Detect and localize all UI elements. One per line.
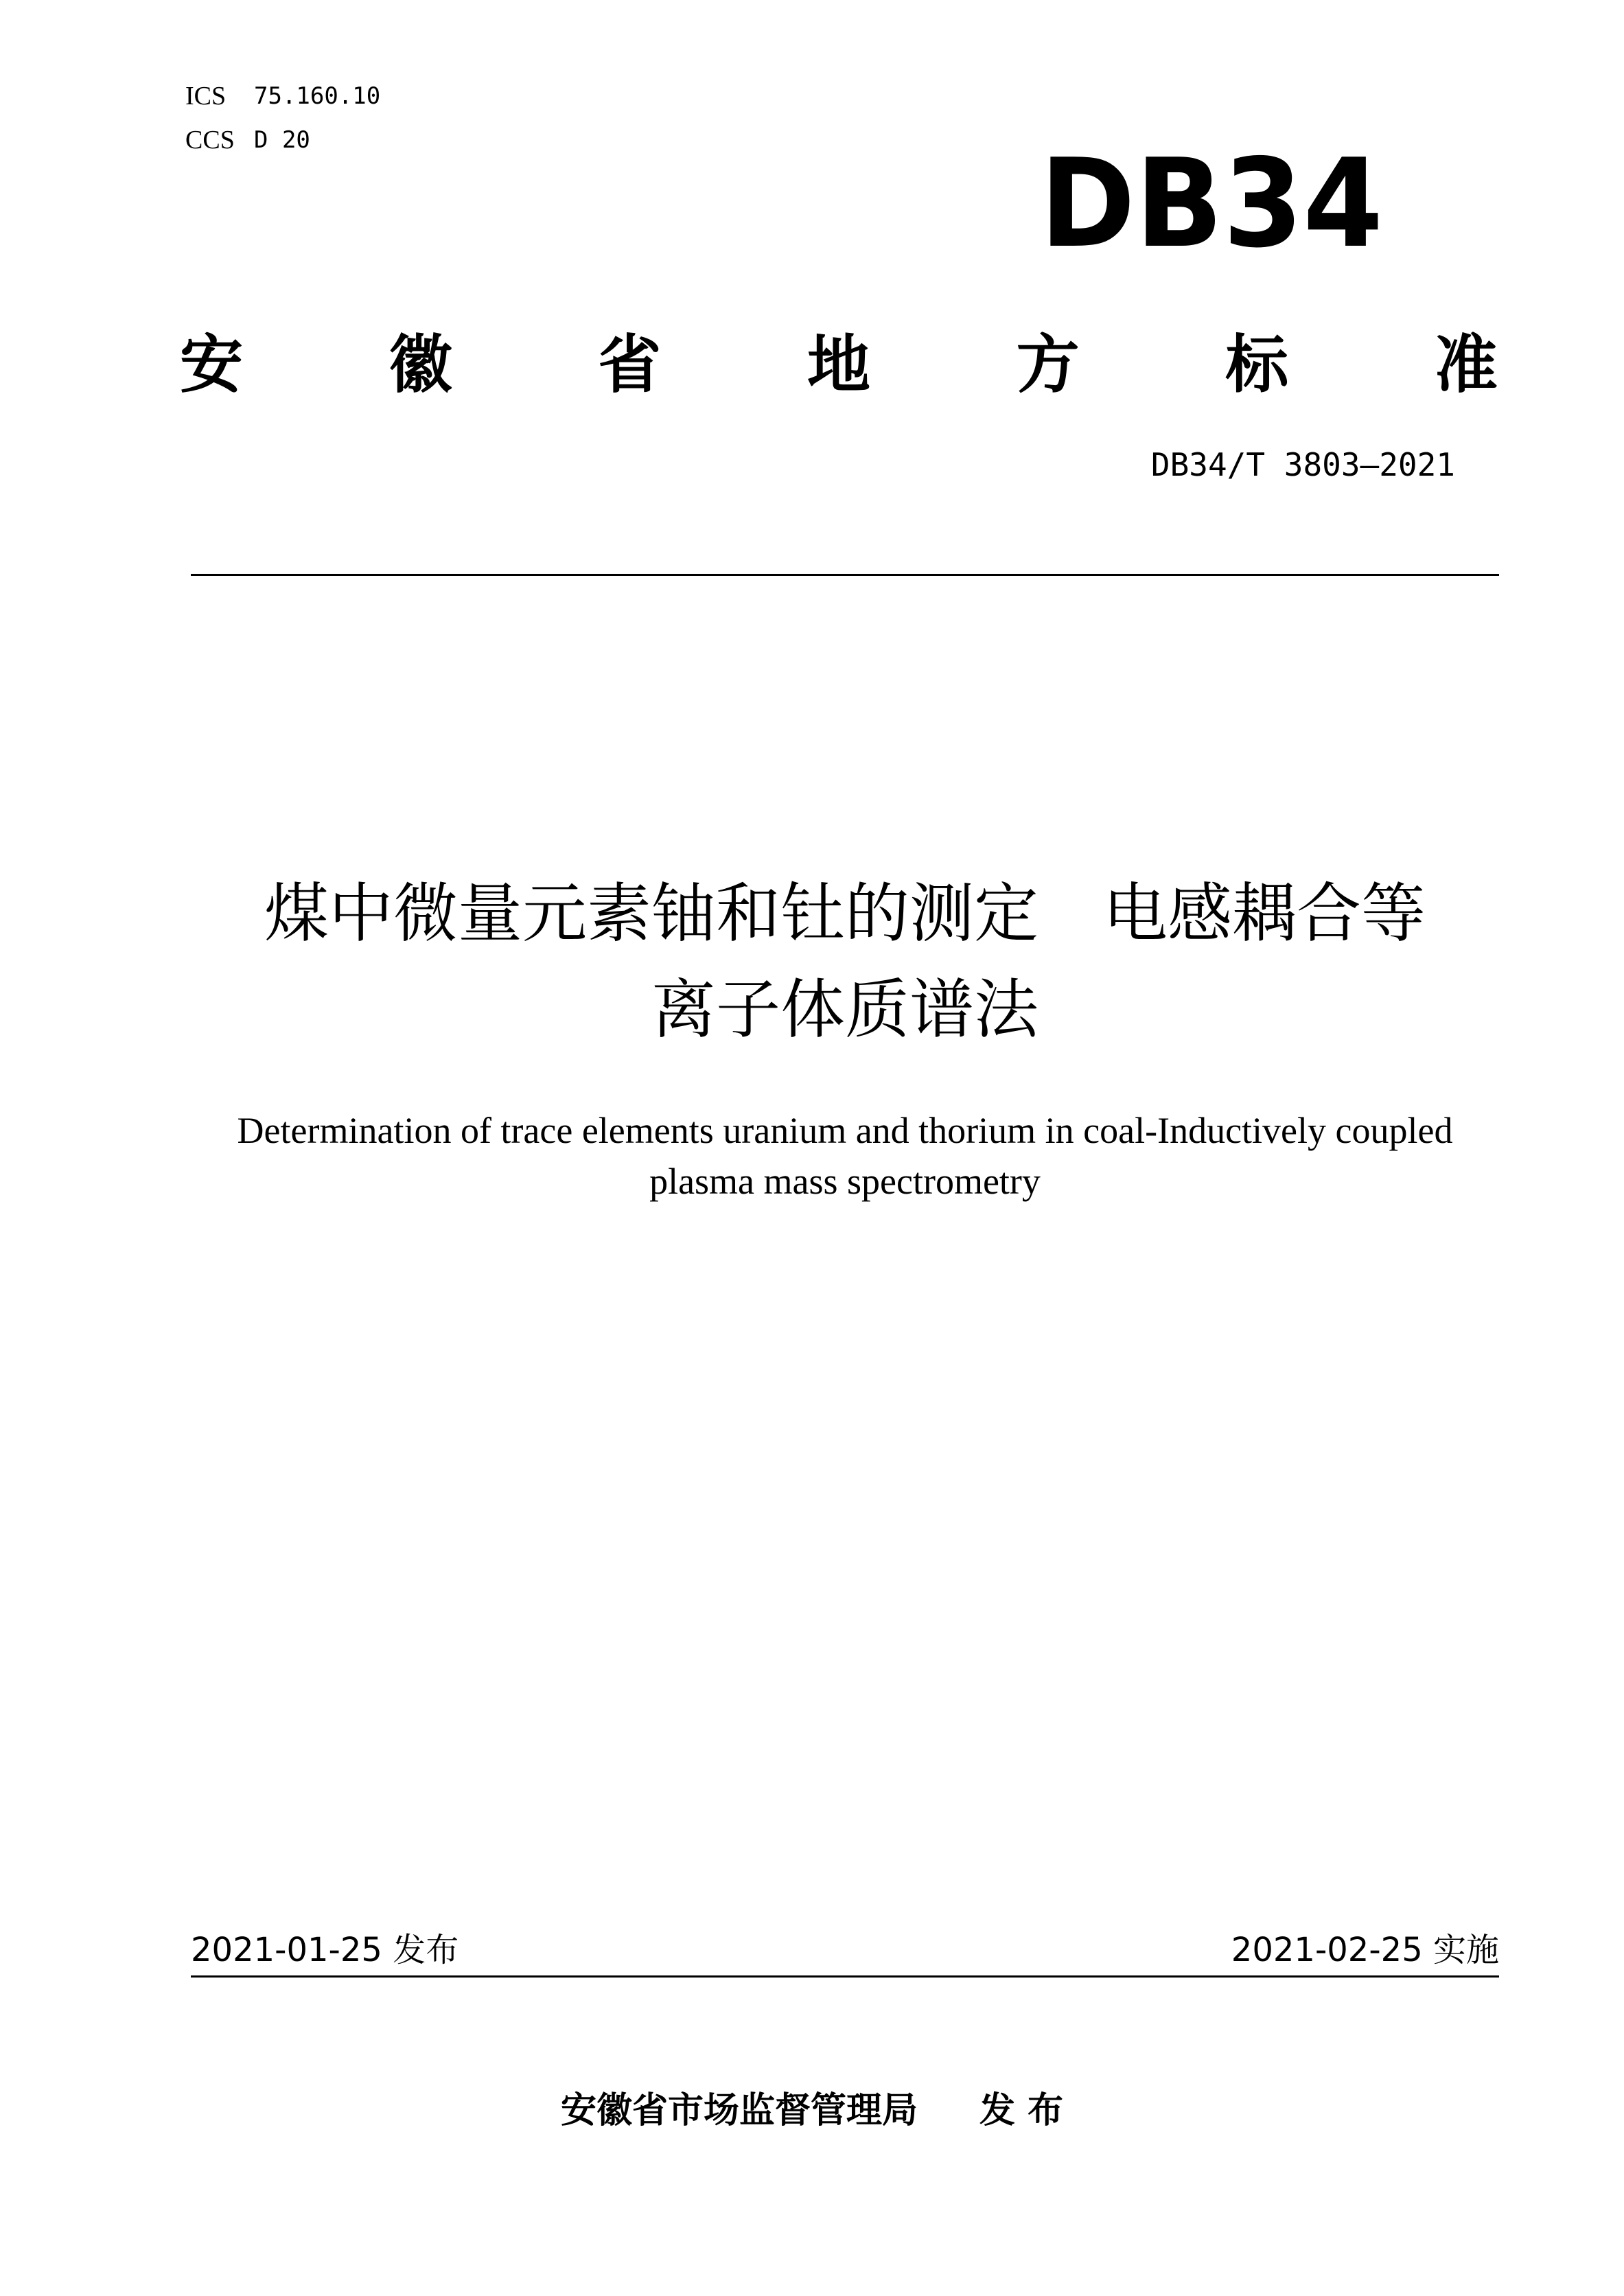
top-divider [191, 574, 1499, 576]
ccs-row [185, 118, 380, 162]
release-date: 2021-01-25 发布 [191, 1931, 459, 1969]
standard-number: DB34/T 3803—2021 [1150, 446, 1455, 483]
svg-text:DB34: DB34 [1040, 150, 1383, 253]
heading-char: 地 [807, 328, 870, 402]
chinese-title-line-1: 煤中微量元素铀和钍的测定 电感耦合等 [264, 877, 1426, 951]
issuer-action: 发 布 [979, 2090, 1064, 2131]
heading-char: 准 [1434, 328, 1498, 402]
issuer-line [0, 2081, 1624, 2133]
heading-char: 省 [598, 328, 662, 402]
english-title-line-2: plasma mass spectrometry [649, 1161, 1041, 1202]
classification-codes [185, 74, 380, 162]
ccs-label: CCS [185, 126, 235, 154]
heading-char: 标 [1225, 328, 1289, 402]
implementation-date: 2021-02-25 实施 [1231, 1931, 1499, 1969]
province-standard-heading [180, 314, 1498, 405]
db34-logo [1040, 150, 1383, 253]
heading-char: 安 [180, 328, 244, 402]
chinese-title-line-2: 离子体质谱法 [651, 973, 1039, 1047]
heading-char: 方 [1016, 328, 1080, 402]
ccs-value: D 20 [254, 126, 310, 154]
ics-row [185, 74, 380, 118]
heading-char: 徽 [388, 328, 452, 402]
issuer-name: 安徽省市场监督管理局 [560, 2090, 918, 2131]
ics-value: 75.160.10 [254, 82, 381, 110]
bottom-divider [191, 1975, 1499, 1978]
english-title [191, 1105, 1499, 1207]
ics-label: ICS [185, 82, 227, 111]
english-title-line-1: Determination of trace elements uranium and thorium in coal-Inductively coupled [237, 1110, 1453, 1151]
chinese-title [191, 866, 1499, 1058]
